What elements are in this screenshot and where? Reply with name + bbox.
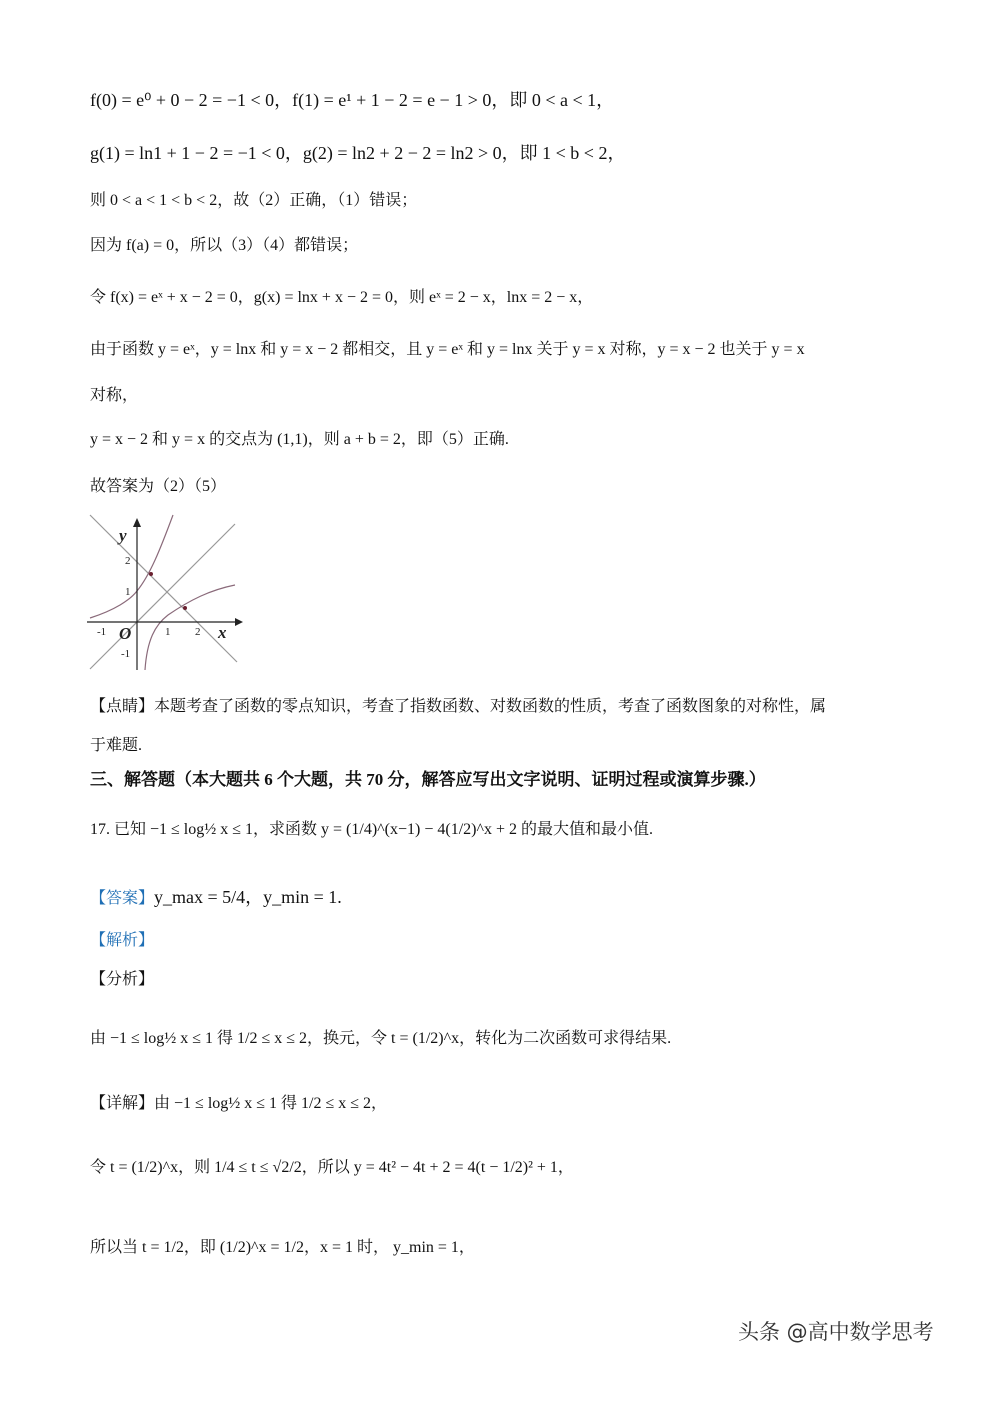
text-line: 对称，: [90, 387, 139, 404]
text-line: 令 f(x) = eˣ + x − 2 = 0，g(x) = lnx + x − 2 = 0，则 eˣ = 2 − x，lnx = 2 − x，: [90, 289, 594, 306]
x-arrow-icon: [235, 618, 243, 626]
tick-label: 1: [165, 626, 171, 638]
line-y-2-minus-x: [90, 515, 237, 662]
comment-tag: 【点睛】: [90, 698, 155, 715]
curve-exp: [90, 515, 173, 618]
fenxi-tag: 【分析】: [90, 971, 155, 988]
detail-line-3: 所以当 t = 1/2，即 (1/2)^x = 1/2，x = 1 时， y_min = 1，: [90, 1239, 475, 1256]
detail-line: [90, 1092, 387, 1116]
answer-tag: 【答案】: [90, 890, 155, 907]
function-graph: [85, 510, 245, 675]
y-arrow-icon: [133, 518, 141, 527]
text-line: y = x − 2 和 y = x 的交点为 (1,1)，则 a + b = 2，即（5）正确.: [90, 431, 509, 448]
detail-tag: 【详解】: [90, 1095, 155, 1112]
watermark: 头条 @高中数学思考: [738, 1320, 934, 1344]
comment-line: [90, 695, 826, 719]
analysis-text: 由 −1 ≤ log½ x ≤ 1 得 1/2 ≤ x ≤ 2，换元，令 t = (1/2)^x，转化为二次函数可求得结果.: [90, 1030, 672, 1047]
text-line: g(1) = ln1 + 1 − 2 = −1 < 0，g(2) = ln2 + 2 − 2 = ln2 > 0，即 1 < b < 2，: [90, 143, 626, 163]
text-line: f(0) = e⁰ + 0 − 2 = −1 < 0，f(1) = e¹ + 1 − 2 = e − 1 > 0，即 0 < a < 1，: [90, 90, 615, 110]
text-line: 故答案为（2）（5）: [90, 478, 227, 495]
tick-label: 2: [125, 555, 131, 567]
tick-label: 2: [195, 626, 201, 638]
tick-label: -1: [121, 648, 131, 660]
detail-text: 由 −1 ≤ log½ x ≤ 1 得 1/2 ≤ x ≤ 2，: [154, 1095, 388, 1112]
text-line: 由于函数 y = eˣ，y = lnx 和 y = x − 2 都相交，且 y = eˣ 和 y = lnx 关于 y = x 对称，y = x − 2 也关于 y = x: [90, 341, 805, 358]
line-y-x: [90, 524, 235, 669]
answer-text: y_max = 5/4，y_min = 1.: [154, 887, 342, 907]
comment-line-2: 于难题.: [90, 737, 143, 754]
intersection-point: [149, 572, 153, 576]
text-line: 则 0 < a < 1 < b < 2，故（2）正确，（1）错误；: [90, 192, 418, 209]
tick-label: -1: [97, 626, 107, 638]
detail-line-2: 令 t = (1/2)^x，则 1/4 ≤ t ≤ √2/2，所以 y = 4t² − 4t + 2 = 4(t − 1/2)² + 1，: [90, 1159, 574, 1176]
y-axis-label: y: [119, 526, 127, 545]
question-17: 17. 已知 −1 ≤ log½ x ≤ 1，求函数 y = (1/4)^(x−1) − 4(1/2)^x + 2 的最大值和最小值.: [90, 821, 654, 838]
text-line: 因为 f(a) = 0，所以（3）（4）都错误；: [90, 237, 359, 254]
tick-label: 1: [125, 586, 131, 598]
comment-text: 本题考查了函数的零点知识，考查了指数函数、对数函数的性质，考查了函数图象的对称性，属: [154, 698, 827, 715]
origin-label: O: [119, 624, 132, 643]
answer-line: [90, 885, 342, 911]
x-axis-label: x: [218, 623, 227, 642]
jiexi-tag: 【解析】: [90, 932, 155, 949]
section-heading: 三、解答题（本大题共 6 个大题，共 70 分，解答应写出文字说明、证明过程或演算步骤.）: [90, 770, 766, 789]
intersection-point: [183, 606, 187, 610]
